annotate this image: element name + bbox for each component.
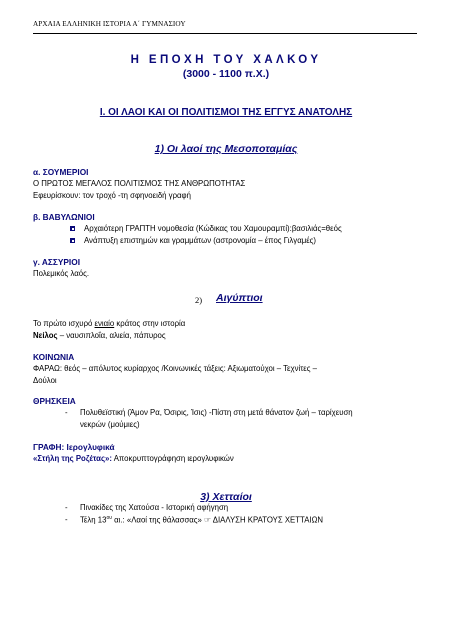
religion-label: ΘΡΗΣΚΕΙΑ [33,396,76,406]
nile-bold: Νείλος [33,331,58,340]
egyptians-intro-post: κράτος στην ιστορία [114,319,186,328]
page-subtitle-dates: (3000 - 1100 π.Χ.) [182,68,270,80]
society-line-1: ΦΑΡΑΩ: θεός – απόλυτος κυρίαρχος /Κοινωνικές τάξεις: Αξιωματούχοι – Τεχνίτες – [33,364,318,373]
square-bullet-icon [70,238,75,243]
babylonians-bullet-2: Ανάπτυξη επιστημών και γραμμάτων (αστρονομία – έπος Γιλγαμές) [84,236,317,245]
assyrians-line-1: Πολεμικός λαός. [33,269,90,278]
sumerians-line-2: Εφευρίσκουν: τον τροχό -τη σφηνοειδή γραφή [33,191,191,200]
hittites-line-2 [80,515,323,525]
dash-marker: - [65,515,68,524]
dash-marker: - [65,408,68,417]
hittites-line-1: Πινακίδες της Χατούσα - Ιστορική αφήγηση [80,503,229,512]
page-title: Η ΕΠΟΧΗ ΤΟΥ ΧΑΛΚΟΥ [130,54,322,66]
rosetta-rest: Αποκρυπτογράφηση ιερογλυφικών [111,454,234,463]
square-bullet-icon [70,226,75,231]
egyptians-heading: Αιγύπτιοι [216,292,263,304]
dash-marker: - [65,503,68,512]
rosetta-line [33,454,234,463]
egyptians-nile [33,331,166,340]
egyptians-number: 2) [195,295,203,305]
society-line-2: Δούλοι [33,376,57,385]
egyptians-intro-pre: Το πρώτο ισχυρό [33,319,95,328]
egyptians-intro-underlined: ενιαίο [94,319,115,328]
nile-rest: – ναυσιπλοΐα, αλιεία, πάπυρος [57,331,166,340]
hittites-line-2-post: αι.: «Λαοί της θάλασσας» ☞ ΔΙΑΛΥΣΗ ΚΡΑΤΟΥΣ ΧΕΤΤΑΙΩΝ [111,515,324,525]
hittites-line-2-pre: Τέλη 13 [80,515,107,525]
rosetta-stone-label: «Στήλη της Ροζέτας»: [33,454,112,463]
hittites-line-2-sup: ου [106,515,112,521]
hittites-heading: 3) Χετταίοι [200,491,252,503]
sumerians-line-1: Ο ΠΡΩΤΟΣ ΜΕΓΑΛΟΣ ΠΟΛΙΤΙΣΜΟΣ ΤΗΣ ΑΝΘΡΩΠΟΤΗΤΑΣ [33,179,246,188]
writing-label: ΓΡΑΦΗ: Ιερογλυφικά [33,442,115,452]
society-label: ΚΟΙΝΩΝΙΑ [33,352,75,362]
egyptians-intro [33,319,185,328]
religion-line-2: νεκρών (μούμιες) [80,420,140,429]
header-divider [33,33,417,34]
sumerians-label: α. ΣΟΥΜΕΡΙΟΙ [33,167,89,177]
babylonians-label: β. ΒΑΒΥΛΩΝΙΟΙ [33,212,95,222]
religion-line-1: Πολυθεϊστική (Άμον Ρα, Όσιρις, Ίσις) -Πίστη στη μετά θάνατον ζωή – ταρίχευση [80,408,353,417]
running-header: ΑΡΧΑΙΑ ΕΛΛΗΝΙΚΗ ΙΣΤΟΡΙΑ Α΄ ΓΥΜΝΑΣΙΟΥ [33,20,186,28]
section-heading: Ι. ΟΙ ΛΑΟΙ ΚΑΙ ΟΙ ΠΟΛΙΤΙΣΜΟΙ ΤΗΣ ΕΓΓΥΣ ΑΝΑΤΟΛΗΣ [99,107,353,118]
mesopotamia-heading: 1) Οι λαοί της Μεσοποταμίας [154,143,298,155]
assyrians-label: γ. ΑΣΣΥΡΙΟΙ [33,257,80,267]
babylonians-bullet-1: Αρχαιότερη ΓΡΑΠΤΗ νομοθεσία (Κώδικας του Χαμουραμπί):βασιλιάς=θεός [84,224,342,233]
